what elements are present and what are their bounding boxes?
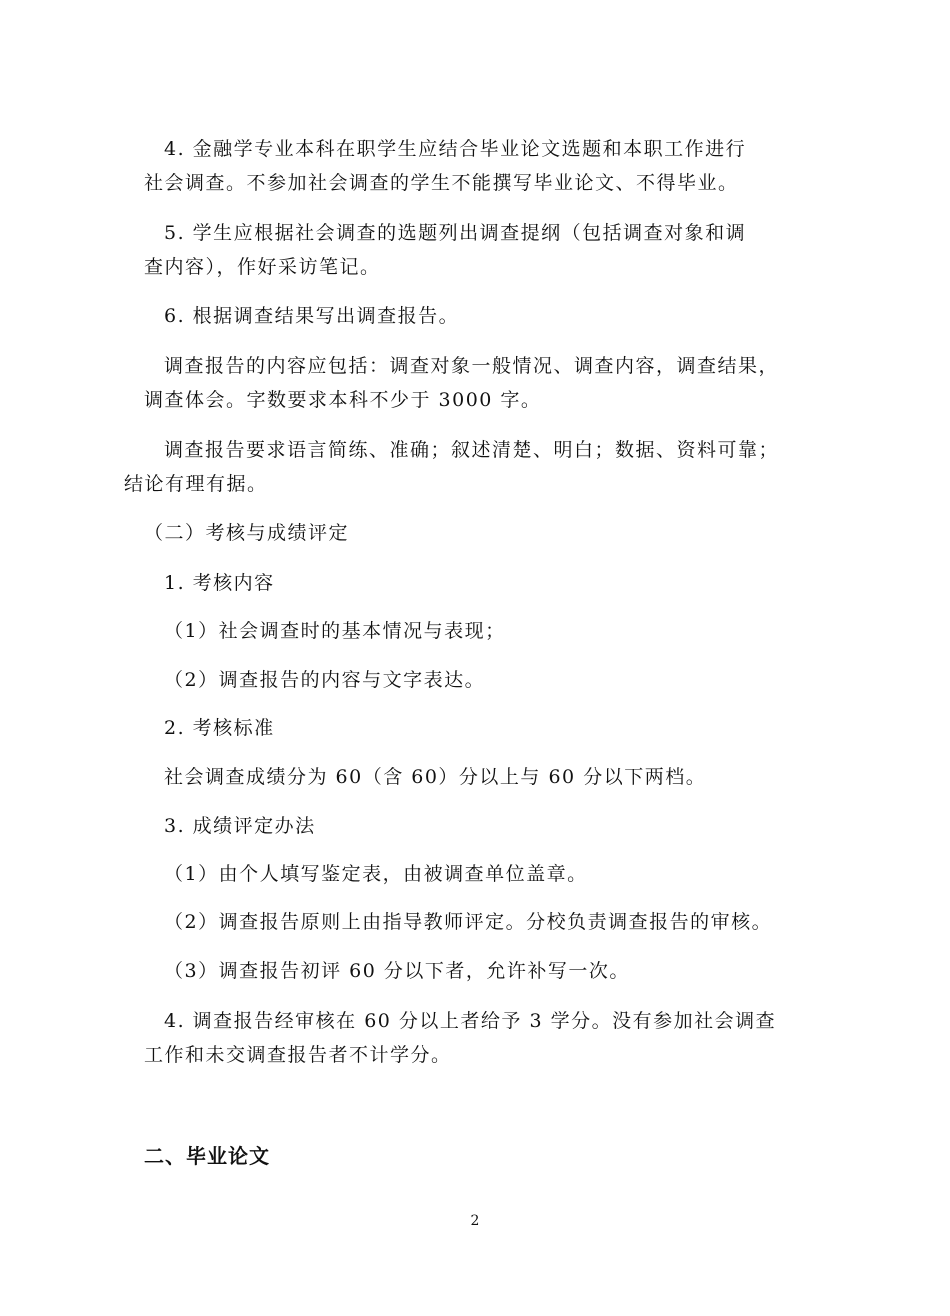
paragraph-line: 查内容），作好采访笔记。 — [144, 256, 381, 278]
subsection-heading: （二）考核与成绩评定 — [144, 522, 350, 544]
list-item: （2）调查报告的内容与文字表达。 — [164, 669, 486, 691]
section-heading: 二、毕业论文 — [144, 1144, 270, 1168]
paragraph-line: 结论有理有据。 — [124, 473, 268, 495]
paragraph-line: 6. 根据调查结果写出调查报告。 — [164, 305, 460, 327]
paragraph-line: 4. 金融学专业本科在职学生应结合毕业论文选题和本职工作进行 — [164, 138, 747, 160]
paragraph-line: 5. 学生应根据社会调查的选题列出调查提纲（包括调查对象和调 — [164, 222, 747, 244]
page-number: 2 — [470, 1213, 480, 1229]
list-item: （1）社会调查时的基本情况与表现； — [164, 620, 506, 642]
paragraph-line: 调查报告要求语言简练、准确；叙述清楚、明白；数据、资料可靠； — [164, 439, 780, 461]
list-item: （3）调查报告初评 60 分以下者，允许补写一次。 — [164, 960, 630, 982]
item-heading: 2. 考核标准 — [164, 717, 275, 739]
item-heading: 1. 考核内容 — [164, 572, 275, 594]
paragraph-line: 4. 调查报告经审核在 60 分以上者给予 3 学分。没有参加社会调查 — [164, 1010, 777, 1032]
paragraph-line: 社会调查。不参加社会调查的学生不能撰写毕业论文、不得毕业。 — [144, 172, 739, 194]
paragraph-line: 社会调查成绩分为 60（含 60）分以上与 60 分以下两档。 — [164, 766, 707, 788]
item-heading: 3. 成绩评定办法 — [164, 815, 316, 837]
list-item: （1）由个人填写鉴定表，由被调查单位盖章。 — [164, 863, 588, 885]
list-item: （2）调查报告原则上由指导教师评定。分校负责调查报告的审核。 — [164, 911, 773, 933]
paragraph-line: 调查报告的内容应包括：调查对象一般情况、调查内容，调查结果， — [164, 355, 780, 377]
paragraph-line: 调查体会。字数要求本科不少于 3000 字。 — [144, 389, 542, 411]
paragraph-line: 工作和未交调查报告者不计学分。 — [144, 1044, 452, 1066]
